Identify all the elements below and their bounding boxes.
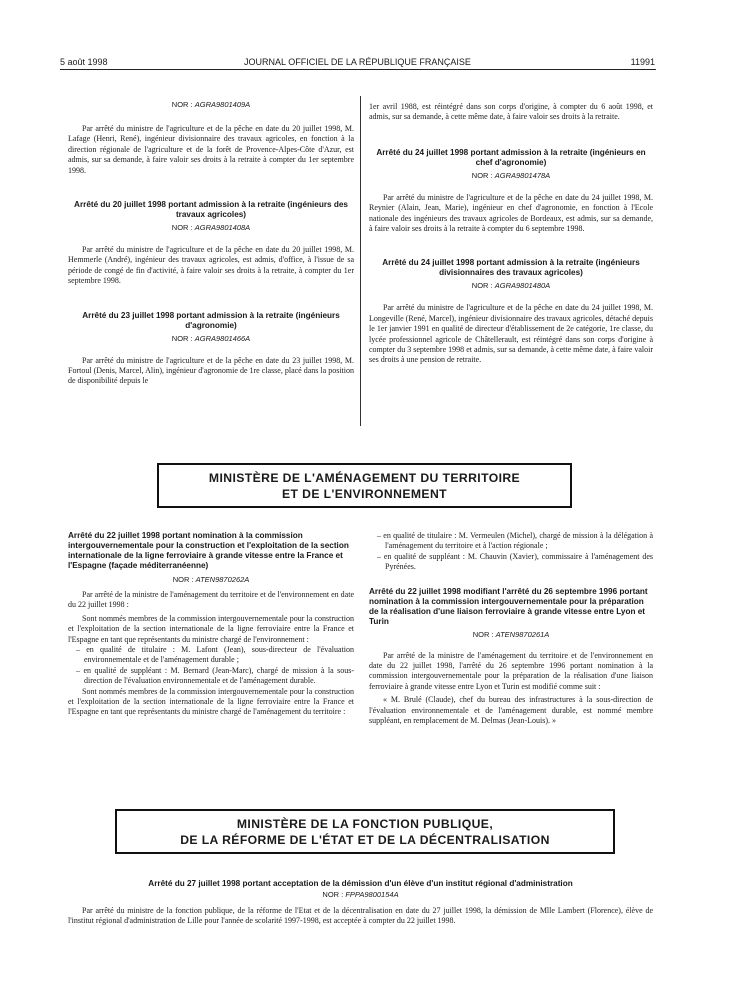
nor-line: NOR : ATEN9870261A xyxy=(472,629,550,639)
page-header xyxy=(60,57,655,69)
header-rule xyxy=(60,69,656,70)
ministry-heading-line: DE LA RÉFORME DE L'ÉTAT ET DE LA DÉCENTRALISATION xyxy=(180,833,550,847)
column-divider xyxy=(360,96,361,426)
decree-text: Par arrêté du ministre de l'agriculture et de la pêche en date du 24 juillet 1998, M. Reynier (Alain, Jean, Marie), ingénieur en chef d'agronomie, en fonction à l'Ecole nationale des ingénieurs des travaux agricoles de Bordeaux, est admis, sur sa demande, à faire valoir ses droits à la retraite à compter du 6 septembre 1998. xyxy=(369,192,653,234)
decree-text: Par arrêté du ministre de la fonction publique, de la réforme de l'Etat et de la décentralisation en date du 27 juillet 1998, la démission de Mlle Lambert (Florence), élève de l'institut régional d'administration de Lille pour l'année de scolarité 1997-1998, est acceptée à compter du 22 juillet 1998. xyxy=(68,906,653,926)
ministry-heading xyxy=(115,809,615,854)
mid-right-column xyxy=(369,531,653,726)
decree-title: Arrêté du 22 juillet 1998 portant nomination à la commission intergouvernementale pour la construction et l'exploitation de la section internationale de la ligne ferroviaire à grande vitesse entre la France et l'Espagne (façade méditerranéenne) xyxy=(68,531,349,570)
decree-text: Par arrêté du ministre de l'agriculture et de la pêche en date du 20 juillet 1998, M. Lafage (Henri, René), ingénieur divisionnaire des travaux agricoles, en fonction à la direction régionale de l'agriculture et de la forêt de Provence-Alpes-Côte d'Azur, est admis, sur sa demande, à faire valoir ses droits à la retraite à compter du 1er septembre 1998. xyxy=(68,124,354,175)
top-right-column xyxy=(369,102,653,366)
decree-text: Sont nommés membres de la commission intergouvernementale pour la construction et l'exploitation de la section internationale de la ligne ferroviaire entre la France et l'Espagne en tant que représentants du ministre chargé de l'environnement : xyxy=(68,613,354,644)
decree-text: Par arrêté du ministre de l'agriculture et de la pêche en date du 23 juillet 1998, M. Fortoul (Denis, Marcel, Alin), ingénieur d'agronomie de 1re classe, placé dans la position de disponibilité depuis le xyxy=(68,355,354,386)
nor-line: NOR : AGRA9801480A xyxy=(471,281,551,291)
decree-text: 1er avril 1988, est réintégré dans son corps d'origine, à compter du 6 août 1998, et admis, sur sa demande, à cette même date, à faire valoir ses droits à la retraite. xyxy=(369,102,653,122)
page-number: 11991 xyxy=(630,57,655,67)
decree-title: Arrêté du 22 juillet 1998 modifiant l'arrêté du 26 septembre 1996 portant nomination à la commission intergouvernementale pour la préparation de la réalisation d'une liaison ferroviaire à grande vitesse entre Lyon et Turin xyxy=(369,586,648,626)
nor-line: NOR : AGRA9801478A xyxy=(471,170,551,180)
decree-text: « M. Brulé (Claude), chef du bureau des infrastructures à la sous-direction de l'évaluation environnementale et de l'aménagement durable, est nommé membre suppléant, en remplacement de M. Delmas (Jean-Louis). » xyxy=(369,695,653,726)
ministry-heading xyxy=(157,463,572,508)
decree-text: Par arrêté de la ministre de l'aménagement du territoire et de l'environnement en date du 22 juillet 1998, l'arrêté du 26 septembre 1996 portant nomination à la commission intergouvernementale pour la préparation de la réalisation d'une liaison ferroviaire à grande vitesse entre Lyon et Turin est modifié comme suit : xyxy=(369,650,653,691)
ministry-heading-line: MINISTÈRE DE LA FONCTION PUBLIQUE, xyxy=(236,817,494,831)
decree-title: Arrêté du 24 juillet 1998 portant admission à la retraite (ingénieurs en chef d'agronomie) xyxy=(376,147,646,167)
decree-list-item: – en qualité de suppléant : M. Chauvin (Xavier), commissaire à l'aménagement des Pyrénées. xyxy=(377,551,653,572)
decree-text: Par arrêté du ministre de l'agriculture et de la pêche en date du 24 juillet 1998, M. Longeville (René, Marcel), ingénieur divisionnaire des travaux agricoles, détaché depuis le 1er janvier 1991 en qualité de directeur d'établissement de 2e catégorie, 1re classe, du lycée professionnel agricole de Châtellerault, est réintégré dans son corps d'origine à compter du 3 septembre 1998 et admis, sur sa demande, à cette même date, à faire valoir ses droits à une pension de retraite. xyxy=(369,303,653,365)
decree-list-item: – en qualité de suppléant : M. Bernard (Jean-Marc), chargé de mission à la sous-direction de l'évaluation environnementale et de l'aménagement durable. xyxy=(76,665,354,686)
decree-text: Par arrêté du ministre de l'agriculture et de la pêche en date du 20 juillet 1998, M. Hemmerle (André), ingénieur des travaux agricoles, est admis, d'office, à l'issue de sa période de congé de fin d'activité, à faire valoir ses droits à la retraite, à compter du 1er septembre 1998. xyxy=(68,245,354,286)
decree-title: Arrêté du 20 juillet 1998 portant admission à la retraite (ingénieurs des travaux agricoles) xyxy=(74,200,348,220)
decree-title: Arrêté du 27 juillet 1998 portant acceptation de la démission d'un élève d'un institut régional d'administration xyxy=(148,879,573,888)
decree-title: Arrêté du 23 juillet 1998 portant admission à la retraite (ingénieurs d'agronomie) xyxy=(82,310,340,330)
decree-list-item: – en qualité de titulaire : M. Lafont (Jean), sous-directeur de l'évaluation environnementale et de l'aménagement durable ; xyxy=(76,645,354,665)
journal-title: JOURNAL OFFICIEL DE LA RÉPUBLIQUE FRANÇAISE xyxy=(244,57,471,67)
nor-line: NOR : AGRA9801408A xyxy=(171,223,251,233)
decree-list-item: – en qualité de titulaire : M. Vermeulen (Michel), chargé de mission à la délégation à l'aménagement du territoire et à l'action régionale ; xyxy=(377,531,653,551)
nor-line: NOR : AGRA9801409A xyxy=(171,100,251,109)
top-left-column xyxy=(68,100,354,387)
decree-text: Sont nommés membres de la commission intergouvernementale pour la construction et l'exploitation de la section internationale de la ligne ferroviaire entre la France et l'Espagne en tant que représentants du ministre chargé de l'aménagement du territoire : xyxy=(68,686,354,717)
decree-title: Arrêté du 24 juillet 1998 portant admission à la retraite (ingénieurs divisionnaires des travaux agricoles) xyxy=(382,258,640,278)
nor-line: NOR : FPPA9800154A xyxy=(322,890,399,899)
mid-left-column xyxy=(68,531,354,718)
nor-line: NOR : AGRA9801466A xyxy=(171,333,251,343)
ministry-heading-line: ET DE L'ENVIRONNEMENT xyxy=(281,487,447,501)
issue-date: 5 août 1998 xyxy=(60,57,108,67)
nor-line: NOR : ATEN9870262A xyxy=(172,575,250,584)
bottom-section xyxy=(68,879,653,927)
decree-text: Par arrêté de la ministre de l'aménagement du territoire et de l'environnement en date du 22 juillet 1998 : xyxy=(68,590,354,610)
ministry-heading-line: MINISTÈRE DE L'AMÉNAGEMENT DU TERRITOIRE xyxy=(208,471,521,485)
